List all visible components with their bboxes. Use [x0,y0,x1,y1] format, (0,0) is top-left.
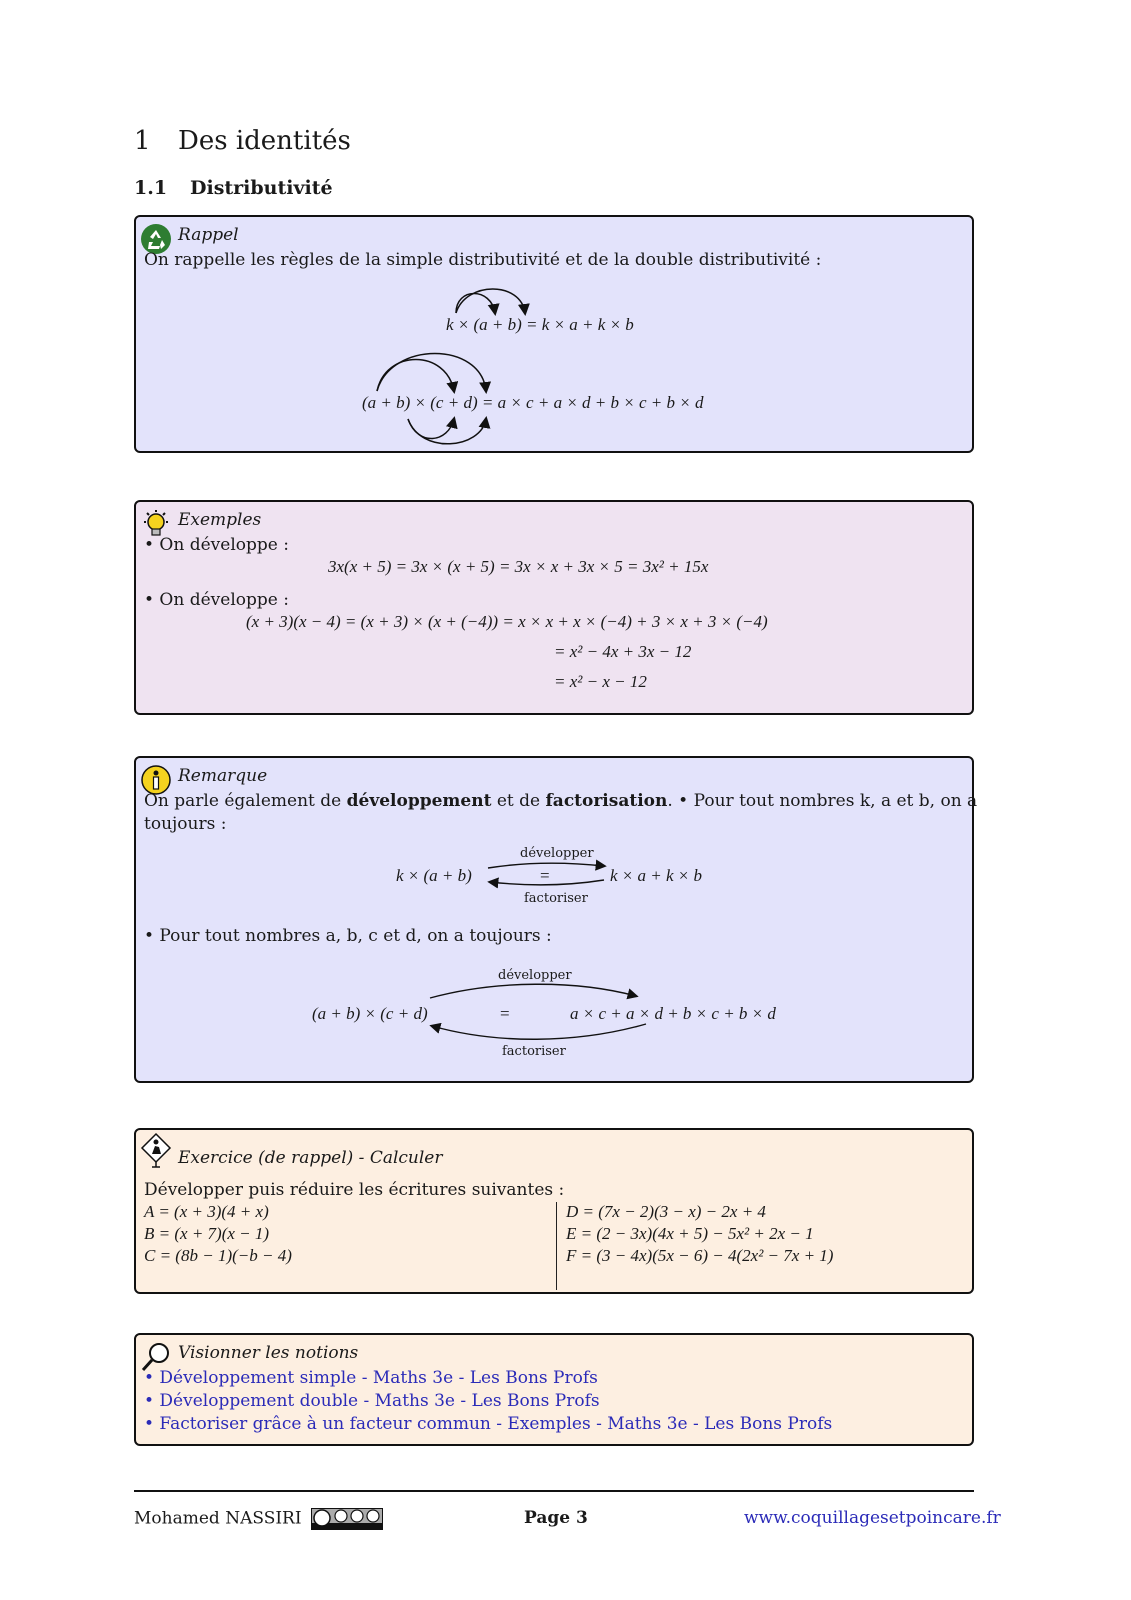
section-number: 1 [134,126,151,156]
video-link-2[interactable]: • Développement double - Maths 3e - Les Bons Profs [144,1391,600,1411]
visionner-box [134,1333,974,1446]
exemples-item1-label: • On développe : [144,535,289,555]
formula-f1-eq: = [540,866,550,885]
remarque-text-d: toujours : [144,814,227,834]
cc-license-icon [311,1508,383,1530]
video-link-3[interactable]: • Factoriser grâce à un facteur commun - Exemples - Maths 3e - Les Bons Profs [144,1414,833,1434]
exemples-box [134,500,974,715]
column-separator [556,1202,557,1290]
rappel-title: Rappel [178,225,239,245]
exercice-item-b: B = (x + 7)(x − 1) [144,1224,270,1243]
exemples-item1-formula: 3x(x + 5) = 3x × (x + 5) = 3x × x + 3x × 5 = 3x² + 15x [328,557,709,576]
exercice-item-f: F = (3 − 4x)(5x − 6) − 4(2x² − 7x + 1) [566,1246,834,1265]
subsection-title: Distributivité [190,177,333,199]
rappel-box [134,215,974,453]
subsection-number: 1.1 [134,177,168,199]
formula-f1-left: k × (a + b) [396,866,472,885]
exemples-item2-line3: = x² − x − 12 [554,672,647,691]
exemples-item2-line1: (x + 3)(x − 4) = (x + 3) × (x + (−4)) = x × x + x × (−4) + 3 × x + 3 × (−4) [246,612,768,631]
remarque-box [134,756,978,1083]
remarque-text-a: On parle également de [144,791,347,811]
exemples-item2-line2: = x² − 4x + 3x − 12 [554,642,692,661]
remarque-title: Remarque [178,766,268,786]
section-title: Des identités [178,126,351,156]
footer-rule [134,1490,974,1492]
label-developper-2: développer [498,968,572,983]
exercice-item-e: E = (2 − 3x)(4x + 5) − 5x² + 2x − 1 [566,1224,814,1243]
formula-f1-right: k × a + k × b [610,866,703,885]
section-heading [134,126,351,156]
remarque-text2: • Pour tout nombres a, b, c et d, on a toujours : [144,926,552,946]
develop-factor-arrows [136,758,976,1085]
footer-site-link[interactable]: www.coquillagesetpoincare.fr [744,1508,1001,1528]
formula-f2-right: a × c + a × d + b × c + b × d [570,1004,776,1023]
remarque-bold-developpement: développement [346,791,492,811]
rappel-intro: On rappelle les règles de la simple distributivité et de la double distributivité : [144,250,822,270]
footer-page: Page 3 [524,1508,588,1528]
subsection-heading [134,177,333,199]
formula-double: (a + b) × (c + d) = a × c + a × d + b × c + b × d [362,393,704,412]
distributivity-arrows [136,217,976,455]
worker-sign-icon [140,1132,172,1168]
exemples-item2-label: • On développe : [144,590,289,610]
remarque-text-c: . • Pour tout nombres k, a et b, on a [667,791,978,811]
visionner-title: Visionner les notions [178,1343,359,1363]
exercice-title: Exercice (de rappel) - Calculer [178,1148,443,1168]
exercice-box [134,1128,974,1294]
exercice-intro: Développer puis réduire les écritures suivantes : [144,1180,565,1200]
exercice-item-d: D = (7x − 2)(3 − x) − 2x + 4 [566,1202,766,1221]
label-factoriser-1: factoriser [524,891,588,906]
formula-f2-eq: = [500,1004,510,1023]
label-factoriser-2: factoriser [502,1044,566,1059]
video-link-1[interactable]: • Développement simple - Maths 3e - Les Bons Profs [144,1368,598,1388]
footer-author-block [134,1508,383,1530]
remarque-bold-factorisation: factorisation [545,791,668,811]
formula-simple: k × (a + b) = k × a + k × b [446,315,634,334]
exercice-item-a: A = (x + 3)(4 + x) [144,1202,269,1221]
exercice-item-c: C = (8b − 1)(−b − 4) [144,1246,292,1265]
label-developper-1: développer [520,846,594,861]
formula-f2-left: (a + b) × (c + d) [312,1004,428,1023]
exemples-title: Exemples [178,510,262,530]
remarque-text-b: et de [491,791,546,811]
footer-author: Mohamed NASSIRI [134,1508,302,1529]
